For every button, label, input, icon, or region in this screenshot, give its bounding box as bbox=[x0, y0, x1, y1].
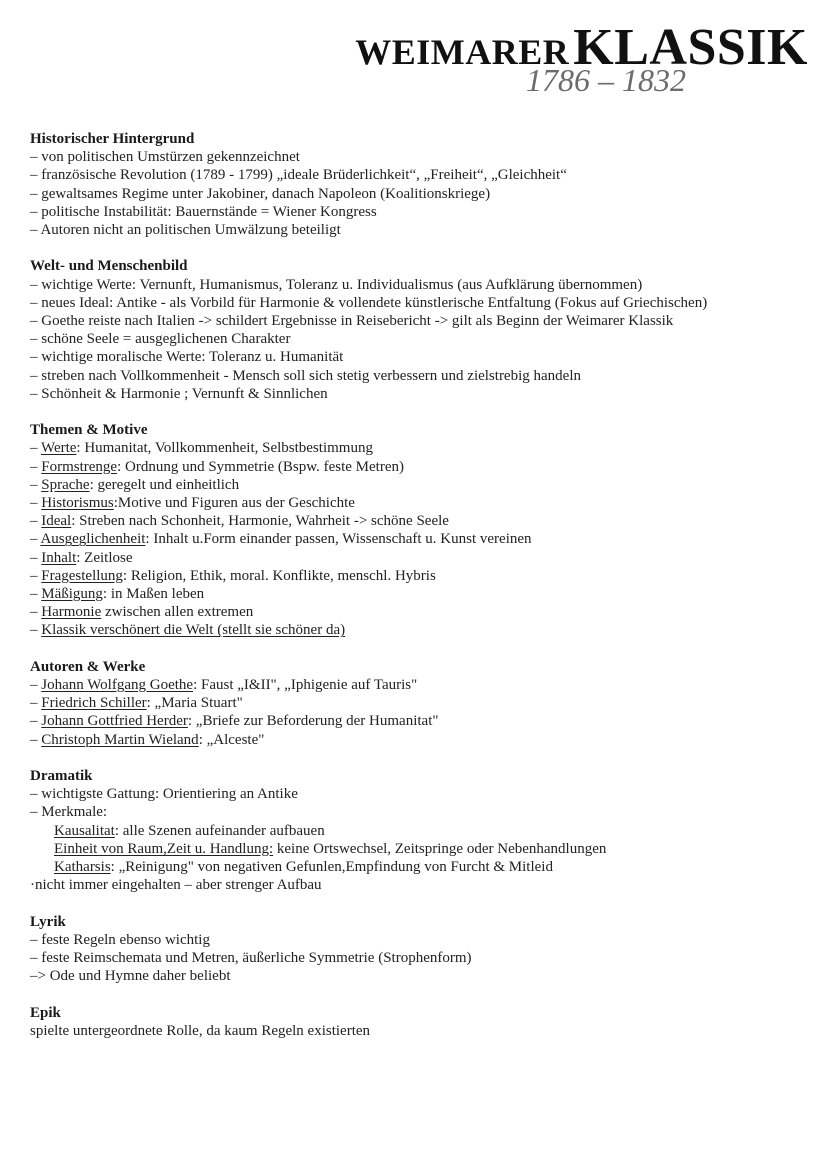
section-epik bbox=[30, 1004, 810, 1040]
section-heading: Autoren & Werke bbox=[30, 658, 146, 675]
list-item bbox=[30, 494, 810, 512]
item-text: : Streben nach Schonheit, Harmonie, Wahrheit -> schöne Seele bbox=[71, 513, 449, 530]
underlined-term: Katharsis bbox=[54, 859, 111, 876]
section-autoren-werke bbox=[30, 658, 810, 749]
bullet-marker: – bbox=[30, 385, 42, 402]
bullet-marker: – bbox=[30, 313, 42, 330]
item-text: Autoren nicht an politischen Umwälzung beteiligt bbox=[40, 222, 341, 239]
section-heading: Historischer Hintergrund bbox=[30, 131, 195, 147]
bullet-marker: – bbox=[30, 677, 42, 694]
bullet-marker: – bbox=[30, 622, 42, 639]
bullet-marker: – bbox=[30, 149, 42, 166]
bullet-marker: – bbox=[30, 331, 42, 348]
list-item bbox=[30, 367, 810, 385]
section-dramatik bbox=[30, 767, 810, 894]
underlined-term: Klassik verschönert die Welt (stellt sie schöner da) bbox=[41, 622, 346, 639]
underlined-term: Einheit von Raum,Zeit u. Handlung: bbox=[54, 840, 274, 857]
item-text: neues Ideal: Antike - als Vorbild für Harmonie & vollendete künstlerische Entfaltung (Fokus auf Griechischen) bbox=[41, 294, 708, 311]
underlined-term: Historismus bbox=[41, 495, 114, 512]
list-item bbox=[30, 621, 810, 639]
bullet-marker: – bbox=[30, 203, 42, 220]
item-text: zwischen allen extremen bbox=[101, 604, 254, 621]
item-text: wichtigste Gattung: Orientiering an Antike bbox=[41, 786, 298, 803]
list-item bbox=[30, 476, 810, 494]
item-text: Schönheit & Harmonie ; Vernunft & Sinnlichen bbox=[41, 385, 328, 402]
list-item bbox=[30, 676, 810, 694]
bullet-marker: – bbox=[30, 167, 42, 184]
item-text: Merkmale: bbox=[41, 804, 108, 821]
underlined-term: Mäßigung bbox=[41, 586, 103, 603]
section-themen-motive bbox=[30, 421, 810, 639]
item-text: : Faust „I&II", „Iphigenie auf Tauris" bbox=[193, 677, 418, 694]
item-text: schöne Seele = ausgeglichenen Charakter bbox=[41, 331, 291, 348]
item-text: : Humanitat, Vollkommenheit, Selbstbestimmung bbox=[76, 440, 373, 457]
bullet-marker: – bbox=[30, 604, 42, 621]
list-item bbox=[30, 949, 810, 967]
bullet-marker: – bbox=[30, 367, 42, 384]
title-main: KLASSIK bbox=[573, 19, 808, 76]
bullet-marker: – bbox=[30, 349, 42, 366]
item-text: wichtige Werte: Vernunft, Humanismus, Toleranz u. Individualismus (aus Aufklärung übernommen) bbox=[41, 276, 643, 293]
item-text: streben nach Vollkommenheit - Mensch soll sich stetig verbessern und zielstrebig handeln bbox=[41, 367, 581, 384]
bullet-marker: – bbox=[30, 586, 42, 603]
bullet-marker: · bbox=[30, 877, 35, 894]
bullet-marker: – bbox=[30, 458, 42, 475]
list-item bbox=[30, 840, 810, 858]
section-historischer-hintergrund bbox=[30, 130, 810, 239]
title-prefix: WEIMARER bbox=[355, 32, 570, 72]
list-item bbox=[30, 203, 810, 221]
item-text: : Ordnung und Symmetrie (Bspw. feste Metren) bbox=[117, 458, 404, 475]
underlined-term: Kausalitat bbox=[54, 822, 115, 839]
list-item bbox=[30, 166, 810, 184]
list-item bbox=[30, 348, 810, 366]
item-text: Goethe reiste nach Italien -> schildert Ergebnisse in Reisebericht -> gilt als Beginn der Weimarer Klassik bbox=[41, 313, 674, 330]
section-welt-und-menschenbild bbox=[30, 257, 810, 403]
item-text: wichtige moralische Werte: Toleranz u. Humanität bbox=[41, 349, 344, 366]
bullet-marker: – bbox=[30, 185, 42, 202]
document-title bbox=[288, 19, 808, 98]
bullet-marker: – bbox=[30, 786, 42, 803]
section-heading: Lyrik bbox=[30, 913, 66, 930]
bullet-marker: – bbox=[30, 276, 42, 293]
section-heading: Dramatik bbox=[30, 768, 93, 785]
item-text: spielte untergeordnete Rolle, da kaum Regeln existierten bbox=[30, 1022, 371, 1039]
list-item bbox=[30, 822, 810, 840]
list-item bbox=[30, 185, 810, 203]
underlined-term: Harmonie bbox=[41, 604, 102, 621]
item-text: feste Reimschemata und Metren, äußerliche Symmetrie (Strophenform) bbox=[41, 950, 472, 967]
list-item bbox=[30, 567, 810, 585]
bullet-marker: – bbox=[30, 950, 42, 967]
list-item bbox=[30, 549, 810, 567]
bullet-marker: – bbox=[30, 695, 42, 712]
underlined-term: Ausgeglichenheit bbox=[40, 531, 146, 548]
section-heading: Themen & Motive bbox=[30, 422, 148, 439]
list-item bbox=[30, 530, 810, 548]
bullet-marker: – bbox=[30, 531, 41, 548]
item-text: von politischen Umstürzen gekennzeichnet bbox=[41, 149, 300, 166]
item-text: Ode und Hymne daher beliebt bbox=[49, 968, 231, 985]
title-dates: 1786 – 1832 bbox=[526, 62, 686, 98]
section-heading: Welt- und Menschenbild bbox=[30, 258, 188, 275]
list-item bbox=[30, 385, 810, 403]
bullet-marker: – bbox=[30, 513, 42, 530]
item-text: : geregelt und einheitlich bbox=[89, 476, 240, 493]
bullet-marker: – bbox=[30, 294, 42, 311]
underlined-term: Formstrenge bbox=[41, 458, 118, 475]
list-item bbox=[30, 967, 810, 985]
item-text: : „Alceste" bbox=[198, 731, 265, 748]
list-item bbox=[30, 931, 810, 949]
list-item bbox=[30, 876, 810, 894]
list-item bbox=[30, 712, 810, 730]
underlined-term: Johann Wolfgang Goethe bbox=[41, 677, 194, 694]
list-item bbox=[30, 1022, 810, 1040]
item-text: : Religion, Ethik, moral. Konflikte, menschl. Hybris bbox=[122, 567, 436, 584]
list-item bbox=[30, 585, 810, 603]
item-text: keine Ortswechsel, Zeitspringe oder Nebenhandlungen bbox=[273, 840, 607, 857]
list-item bbox=[30, 221, 810, 239]
item-text: : Zeitlose bbox=[76, 549, 133, 566]
list-item bbox=[30, 603, 810, 621]
bullet-marker: – bbox=[30, 731, 42, 748]
underlined-term: Johann Gottfried Herder bbox=[41, 713, 188, 730]
item-text: : alle Szenen aufeinander aufbauen bbox=[114, 822, 325, 839]
underlined-term: Sprache bbox=[41, 476, 90, 493]
section-lyrik bbox=[30, 913, 810, 986]
underlined-term: Fragestellung bbox=[41, 567, 123, 584]
item-text: politische Instabilität: Bauernstände = Wiener Kongress bbox=[41, 203, 377, 220]
underlined-term: Christoph Martin Wieland bbox=[41, 731, 199, 748]
bullet-marker: – bbox=[30, 440, 41, 457]
list-item bbox=[30, 294, 810, 312]
document-body bbox=[30, 130, 810, 1058]
bullet-marker: – bbox=[30, 804, 42, 821]
underlined-term: Friedrich Schiller bbox=[41, 695, 147, 712]
item-text: französische Revolution (1789 - 1799) „ideale Brüderlichkeit“, „Freiheit“, „Gleichheit“ bbox=[41, 167, 567, 184]
list-item bbox=[30, 458, 810, 476]
item-text: gewaltsames Regime unter Jakobiner, danach Napoleon (Koalitionskriege) bbox=[41, 185, 491, 202]
item-text: :Motive und Figuren aus der Geschichte bbox=[113, 495, 355, 512]
list-item bbox=[30, 276, 810, 294]
list-item bbox=[30, 858, 810, 876]
item-text: : „Reinigung" von negativen Gefunlen,Empfindung von Furcht & Mitleid bbox=[110, 859, 553, 876]
list-item bbox=[30, 439, 810, 457]
bullet-marker: – bbox=[30, 549, 42, 566]
list-item bbox=[30, 330, 810, 348]
bullet-marker: – bbox=[30, 222, 41, 239]
list-item bbox=[30, 512, 810, 530]
item-text: feste Regeln ebenso wichtig bbox=[41, 931, 210, 948]
bullet-marker: – bbox=[30, 495, 42, 512]
underlined-term: Inhalt bbox=[41, 549, 77, 566]
list-item bbox=[30, 731, 810, 749]
bullet-marker: – bbox=[30, 567, 42, 584]
list-item bbox=[30, 785, 810, 803]
bullet-marker: – bbox=[30, 713, 42, 730]
list-item bbox=[30, 312, 810, 330]
list-item bbox=[30, 694, 810, 712]
item-text: nicht immer eingehalten – aber strenger Aufbau bbox=[35, 877, 322, 894]
item-text: : „Maria Stuart" bbox=[146, 695, 243, 712]
underlined-term: Werte bbox=[40, 440, 77, 457]
section-heading: Epik bbox=[30, 1004, 61, 1021]
list-item bbox=[30, 148, 810, 166]
item-text: : „Briefe zur Beforderung der Humanitat" bbox=[187, 713, 439, 730]
item-text: : Inhalt u.Form einander passen, Wissenschaft u. Kunst vereinen bbox=[145, 531, 532, 548]
bullet-marker: –> bbox=[30, 968, 50, 985]
item-text: : in Maßen leben bbox=[102, 586, 205, 603]
bullet-marker: – bbox=[30, 931, 42, 948]
list-item bbox=[30, 803, 810, 821]
underlined-term: Ideal bbox=[41, 513, 72, 530]
bullet-marker: – bbox=[30, 476, 42, 493]
